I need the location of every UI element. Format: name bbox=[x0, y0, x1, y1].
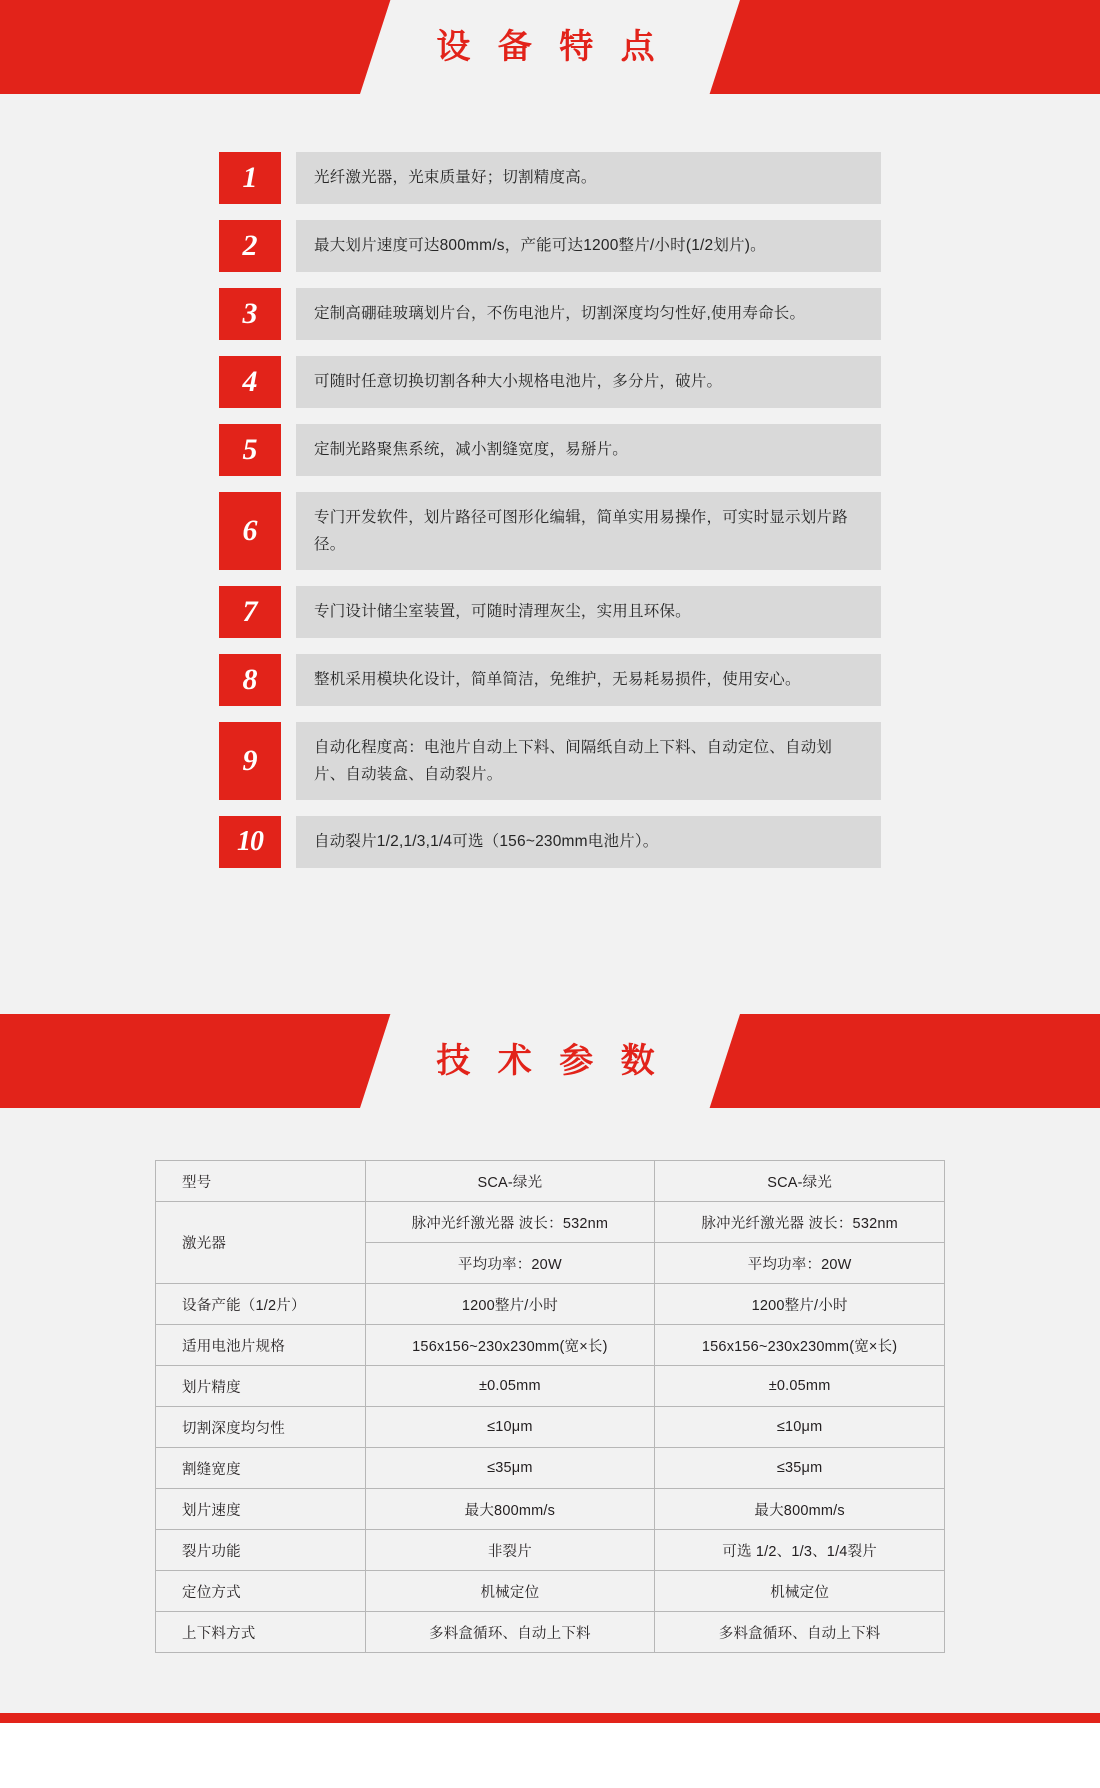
feature-text: 专门设计储尘室装置，可随时清理灰尘，实用且环保。 bbox=[296, 586, 881, 638]
spec-value-col2: 多料盒循环、自动上下料 bbox=[655, 1612, 945, 1653]
feature-number-badge: 3 bbox=[219, 288, 281, 340]
spec-label: 适用电池片规格 bbox=[156, 1325, 366, 1366]
feature-text: 自动裂片1/2,1/3,1/4可选（156~230mm电池片）。 bbox=[296, 816, 881, 868]
spec-value-col2: ≤10μm bbox=[655, 1407, 945, 1448]
table-row bbox=[156, 1202, 945, 1243]
spec-label: 切割深度均匀性 bbox=[156, 1407, 366, 1448]
feature-text: 整机采用模块化设计，简单简洁，免维护，无易耗易损件，使用安心。 bbox=[296, 654, 881, 706]
feature-text: 可随时任意切换切割各种大小规格电池片，多分片，破片。 bbox=[296, 356, 881, 408]
features-banner-title: 设 备 特 点 bbox=[436, 28, 664, 66]
bottom-red-strip bbox=[0, 1713, 1100, 1723]
spec-value-col1: ±0.05mm bbox=[365, 1366, 655, 1407]
spec-value-col1: 平均功率：20W bbox=[365, 1243, 655, 1284]
spec-label: 设备产能（1/2片） bbox=[156, 1284, 366, 1325]
feature-text: 定制高硼硅玻璃划片台，不伤电池片，切割深度均匀性好,使用寿命长。 bbox=[296, 288, 881, 340]
spec-value-col1: ≤10μm bbox=[365, 1407, 655, 1448]
spec-value-col2: 脉冲光纤激光器 波长：532nm bbox=[655, 1202, 945, 1243]
feature-item bbox=[219, 492, 881, 570]
feature-item bbox=[219, 220, 881, 272]
feature-item bbox=[219, 816, 881, 868]
spec-label: 划片速度 bbox=[156, 1489, 366, 1530]
table-row bbox=[156, 1489, 945, 1530]
spec-value-col1: 脉冲光纤激光器 波长：532nm bbox=[365, 1202, 655, 1243]
table-row bbox=[156, 1612, 945, 1653]
feature-number-badge: 6 bbox=[219, 492, 281, 570]
table-row bbox=[156, 1530, 945, 1571]
spec-value-col1: SCA-绿光 bbox=[365, 1161, 655, 1202]
feature-number-badge: 8 bbox=[219, 654, 281, 706]
feature-text: 最大划片速度可达800mm/s，产能可达1200整片/小时(1/2划片)。 bbox=[296, 220, 881, 272]
feature-number-badge: 9 bbox=[219, 722, 281, 800]
feature-number-badge: 7 bbox=[219, 586, 281, 638]
spec-value-col2: 可选 1/2、1/3、1/4裂片 bbox=[655, 1530, 945, 1571]
feature-text: 自动化程度高：电池片自动上下料、间隔纸自动上下料、自动定位、自动划片、自动装盒、自动裂片。 bbox=[296, 722, 881, 800]
spec-value-col1: 非裂片 bbox=[365, 1530, 655, 1571]
feature-item bbox=[219, 152, 881, 204]
spec-label: 定位方式 bbox=[156, 1571, 366, 1612]
table-row bbox=[156, 1407, 945, 1448]
spec-value-col1: 机械定位 bbox=[365, 1571, 655, 1612]
features-banner bbox=[0, 0, 1100, 94]
spec-value-col2: ≤35μm bbox=[655, 1448, 945, 1489]
feature-number-badge: 2 bbox=[219, 220, 281, 272]
feature-number-badge: 5 bbox=[219, 424, 281, 476]
feature-item bbox=[219, 356, 881, 408]
spec-value-col1: 156x156~230x230mm(宽×长) bbox=[365, 1325, 655, 1366]
table-row bbox=[156, 1161, 945, 1202]
specs-table-wrapper bbox=[155, 1160, 945, 1653]
feature-item bbox=[219, 424, 881, 476]
feature-text: 定制光路聚焦系统，减小割缝宽度，易掰片。 bbox=[296, 424, 881, 476]
spec-value-col2: 1200整片/小时 bbox=[655, 1284, 945, 1325]
specs-banner bbox=[0, 1014, 1100, 1108]
spec-value-col2: 156x156~230x230mm(宽×长) bbox=[655, 1325, 945, 1366]
spec-value-col2: SCA-绿光 bbox=[655, 1161, 945, 1202]
spec-label: 划片精度 bbox=[156, 1366, 366, 1407]
spec-value-col2: ±0.05mm bbox=[655, 1366, 945, 1407]
spec-value-col1: 最大800mm/s bbox=[365, 1489, 655, 1530]
specs-table bbox=[155, 1160, 945, 1653]
feature-item bbox=[219, 654, 881, 706]
spec-value-col2: 最大800mm/s bbox=[655, 1489, 945, 1530]
feature-text: 光纤激光器，光束质量好；切割精度高。 bbox=[296, 152, 881, 204]
spec-value-col1: 多料盒循环、自动上下料 bbox=[365, 1612, 655, 1653]
spec-value-col1: ≤35μm bbox=[365, 1448, 655, 1489]
feature-number-badge: 4 bbox=[219, 356, 281, 408]
spec-value-col1: 1200整片/小时 bbox=[365, 1284, 655, 1325]
feature-item bbox=[219, 288, 881, 340]
specs-banner-title: 技 术 参 数 bbox=[436, 1042, 664, 1080]
features-list bbox=[219, 94, 881, 868]
spec-label: 激光器 bbox=[156, 1202, 366, 1284]
table-row bbox=[156, 1366, 945, 1407]
feature-number-badge: 1 bbox=[219, 152, 281, 204]
table-row bbox=[156, 1448, 945, 1489]
feature-number-badge: 10 bbox=[219, 816, 281, 868]
table-row bbox=[156, 1571, 945, 1612]
spec-label: 型号 bbox=[156, 1161, 366, 1202]
specs-section bbox=[0, 1014, 1100, 1713]
spec-label: 割缝宽度 bbox=[156, 1448, 366, 1489]
feature-item bbox=[219, 586, 881, 638]
spec-label: 上下料方式 bbox=[156, 1612, 366, 1653]
spec-value-col2: 平均功率：20W bbox=[655, 1243, 945, 1284]
feature-item bbox=[219, 722, 881, 800]
feature-text: 专门开发软件，划片路径可图形化编辑，简单实用易操作，可实时显示划片路径。 bbox=[296, 492, 881, 570]
table-row bbox=[156, 1325, 945, 1366]
spec-value-col2: 机械定位 bbox=[655, 1571, 945, 1612]
table-row bbox=[156, 1284, 945, 1325]
spec-label: 裂片功能 bbox=[156, 1530, 366, 1571]
